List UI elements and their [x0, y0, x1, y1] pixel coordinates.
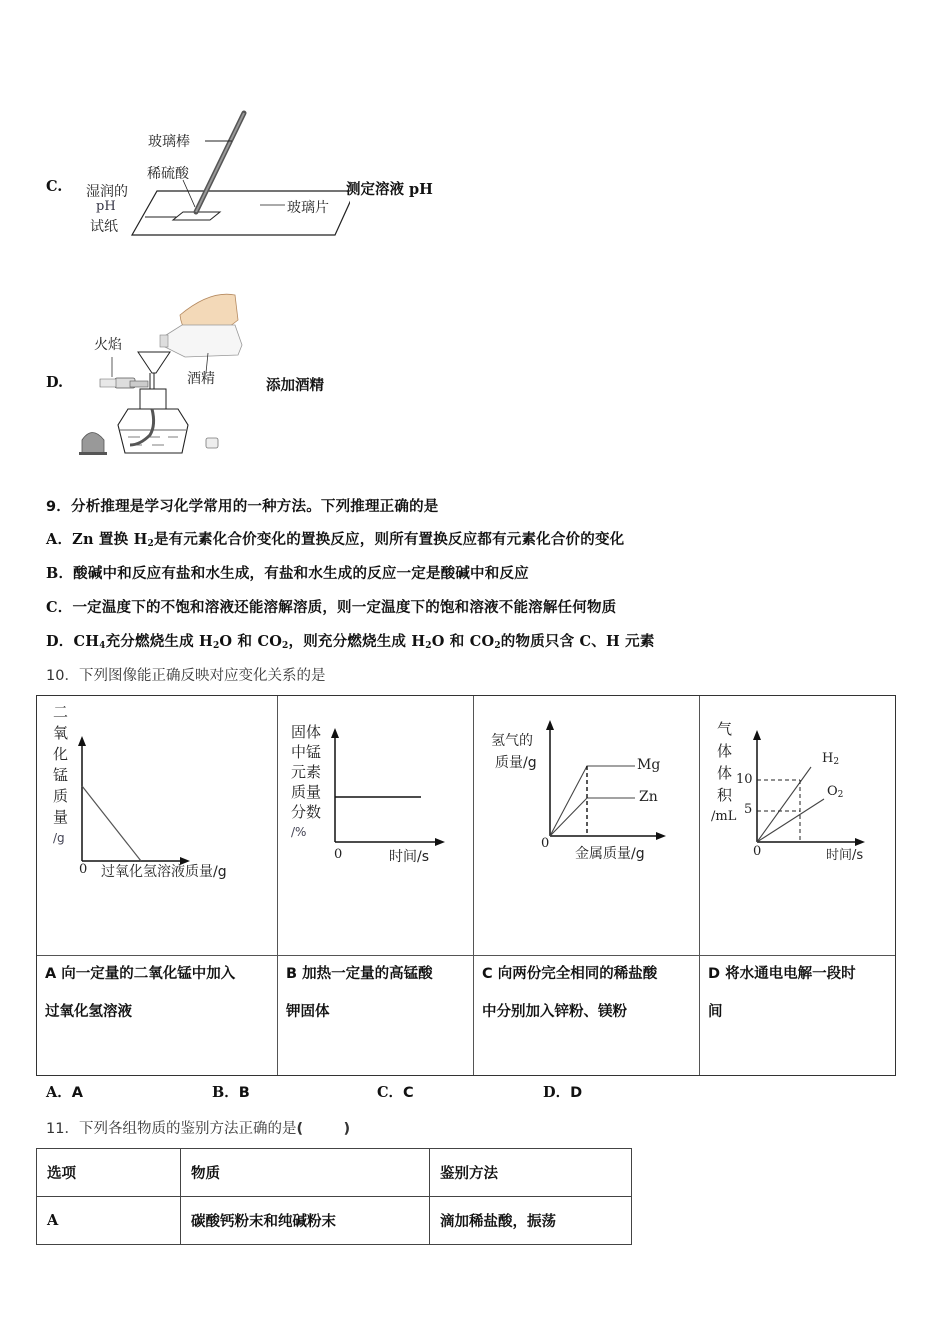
- option-text: CH: [73, 633, 100, 650]
- graph-a-origin: 0: [79, 862, 88, 877]
- wet-paper-label-2: pH: [96, 199, 116, 214]
- option-label: D．: [46, 633, 74, 650]
- q11-title: [46, 1117, 350, 1138]
- row-substance: 碳酸钙粉末和纯碱粉末: [181, 1197, 430, 1245]
- option-text: 的物质只含 C、H 元素: [500, 633, 655, 650]
- header-substance: 物质: [181, 1149, 430, 1197]
- ylabel-char: 化: [53, 745, 69, 763]
- ylabel-unit: /%: [291, 825, 307, 839]
- graph-c-xlabel: 金属质量/g: [575, 846, 645, 862]
- cell-c-description: [482, 955, 698, 1031]
- alcohol-lamp-figure: [70, 285, 250, 460]
- option-text: 充分燃烧生成 H: [105, 633, 213, 650]
- ph-test-figure: [80, 105, 350, 245]
- option-label: B．: [46, 565, 74, 582]
- option-label: A．: [46, 531, 73, 548]
- subscript: 2: [282, 641, 289, 651]
- option-letter-c: C.: [46, 178, 63, 195]
- option-text: 是有元素化合价变化的置换反应，则所有置换反应都有元素化合价的变化: [153, 531, 625, 548]
- answer-blank: ( ): [296, 1121, 351, 1137]
- option-d-caption: 添加酒精: [266, 377, 324, 394]
- graph-c-ylabel-2: 质量/g: [495, 755, 537, 771]
- subscript: 2: [833, 757, 840, 767]
- graph-d-origin: 0: [753, 844, 762, 859]
- o2-text: O: [827, 784, 838, 799]
- row-method: 滴加稀盐酸，振荡: [430, 1197, 632, 1245]
- subscript: 4: [99, 641, 106, 651]
- desc-line: 钾固体: [286, 1004, 330, 1020]
- desc-line: C 向两份完全相同的稀盐酸: [482, 966, 658, 982]
- h2-text: H: [822, 751, 834, 766]
- graph-c-origin: 0: [541, 836, 550, 851]
- glass-slide-label: 玻璃片: [287, 200, 329, 216]
- q9-option-c: [46, 596, 616, 617]
- ylabel-line: 质量: [291, 783, 322, 801]
- desc-line: D 将水通电电解一段时: [708, 966, 856, 982]
- header-method: 鉴别方法: [430, 1149, 632, 1197]
- ylabel-char: 锰: [53, 766, 69, 784]
- ylabel-char: 体: [717, 742, 733, 760]
- ylabel-unit: /mL: [711, 809, 737, 824]
- option-text: O 和 CO: [431, 633, 495, 650]
- option-text: Zn 置换 H: [72, 531, 148, 548]
- graph-a-ylabel: [53, 702, 68, 849]
- answer-label: D．: [543, 1084, 571, 1101]
- cell-b-description: [286, 955, 472, 1031]
- answer-label: A．: [46, 1084, 72, 1101]
- q11-title-text: 11．下列各组物质的鉴别方法正确的是: [46, 1121, 297, 1137]
- wet-paper-label-1: 湿润的: [86, 184, 128, 200]
- q11-table: [36, 1148, 632, 1245]
- desc-line: B 加热一定量的高锰酸: [286, 966, 433, 982]
- glass-rod-label: 玻璃棒: [148, 134, 190, 150]
- alcohol-label: 酒精: [187, 371, 215, 387]
- q9-option-a: [46, 528, 624, 549]
- graph-d-xlabel: 时间/s: [826, 848, 864, 863]
- ylabel-char: 质: [53, 787, 69, 805]
- graph-a-plot: [37, 696, 277, 955]
- graph-d-tick-10: 10: [736, 772, 753, 787]
- flame-label: 火焰: [94, 337, 122, 353]
- q9-option-d: [46, 630, 655, 651]
- graph-d-tick-5: 5: [744, 802, 753, 817]
- subscript: 2: [837, 790, 844, 800]
- q10-answer-b[interactable]: [212, 1081, 250, 1102]
- subscript: 2: [494, 641, 501, 651]
- graph-c-mg-label: Mg: [637, 757, 661, 773]
- q10-title: 10．下列图像能正确反映对应变化关系的是: [46, 668, 326, 684]
- ylabel-line: 固体: [291, 723, 322, 741]
- ylabel-char: 气: [717, 720, 733, 738]
- wet-paper-label-3: 试纸: [90, 219, 118, 235]
- option-text: 一定温度下的不饱和溶液还能溶解溶质，则一定温度下的饱和溶液不能溶解任何物质: [72, 599, 617, 616]
- ylabel-char: 积: [717, 786, 733, 804]
- answer-label: B．: [212, 1084, 239, 1101]
- subscript: 2: [147, 539, 154, 549]
- subscript: 2: [425, 641, 432, 651]
- q9-title: 9．分析推理是学习化学常用的一种方法。下列推理正确的是: [46, 499, 439, 515]
- option-text: 酸碱中和反应有盐和水生成，有盐和水生成的反应一定是酸碱中和反应: [73, 565, 529, 582]
- ylabel-line: 中锰: [291, 743, 322, 761]
- option-label: C．: [46, 599, 73, 616]
- desc-line: 过氧化氢溶液: [45, 1004, 132, 1020]
- answer-label: C．: [377, 1084, 404, 1101]
- q10-graph-table: [36, 695, 896, 1076]
- subscript: 2: [212, 641, 220, 651]
- graph-d-ylabel: [711, 718, 737, 828]
- ylabel-unit: /g: [53, 831, 65, 845]
- sulfuric-acid-label: 稀硫酸: [147, 166, 189, 182]
- q10-answer-a[interactable]: [46, 1081, 83, 1102]
- graph-d-h2-label: [822, 751, 839, 767]
- ylabel-char: 氧: [53, 724, 69, 742]
- graph-b-origin: 0: [334, 847, 343, 862]
- desc-line: 中分别加入锌粉、镁粉: [482, 1004, 627, 1020]
- graph-d-o2-label: [827, 784, 843, 800]
- graph-c-zn-label: Zn: [639, 789, 658, 805]
- cell-d-description: [708, 955, 894, 1031]
- desc-line: A 向一定量的二氧化锰中加入: [45, 966, 236, 982]
- ylabel-line: 元素: [291, 763, 322, 781]
- option-letter-d: D.: [46, 374, 64, 391]
- q9-option-b: [46, 562, 529, 583]
- option-c-caption: 测定溶液 pH: [346, 181, 433, 198]
- desc-line: 间: [708, 1004, 723, 1020]
- option-text: ，则充分燃烧生成 H: [288, 633, 426, 650]
- row-option: A: [37, 1197, 181, 1245]
- graph-b-xlabel: 时间/s: [389, 849, 430, 865]
- q10-answer-c[interactable]: [377, 1081, 414, 1102]
- ylabel-char: 二: [53, 703, 69, 721]
- graph-b-ylabel: [291, 722, 321, 842]
- q10-answer-d[interactable]: [543, 1081, 582, 1102]
- header-option: 选项: [37, 1149, 181, 1197]
- graph-c-ylabel-1: 氢气的: [491, 733, 533, 749]
- option-text: O 和 CO: [219, 633, 283, 650]
- table-row: [37, 1197, 632, 1245]
- answer-value: A: [71, 1085, 83, 1101]
- ylabel-char: 体: [717, 764, 733, 782]
- ylabel-line: 分数: [291, 803, 322, 821]
- answer-value: B: [238, 1085, 250, 1101]
- cell-a-description: [45, 955, 273, 1031]
- table-header-row: [37, 1149, 632, 1197]
- ylabel-char: 量: [53, 808, 69, 826]
- graph-a-xlabel: 过氧化氢溶液质量/g: [101, 864, 227, 880]
- answer-value: D: [570, 1085, 583, 1101]
- answer-value: C: [403, 1085, 414, 1101]
